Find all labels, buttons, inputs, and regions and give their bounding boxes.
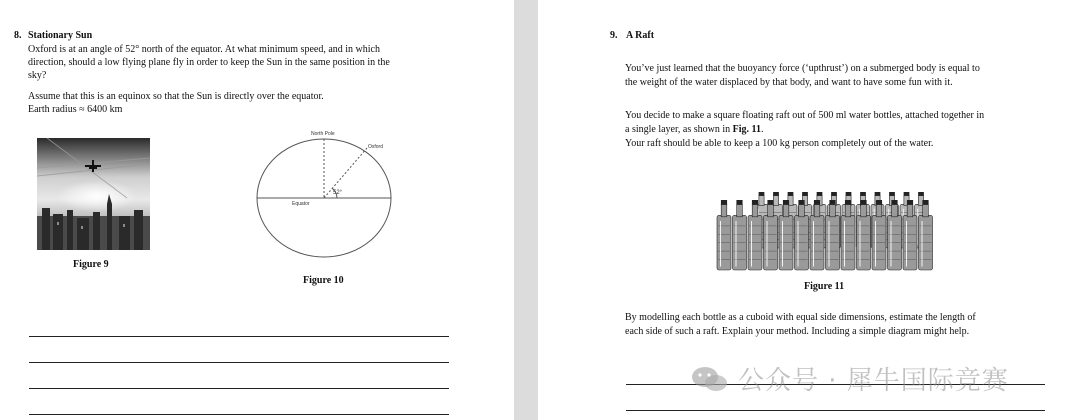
bottle bbox=[717, 200, 731, 270]
question-text-line: direction, should a low flying plane fly in order to keep the Sun in the same position in the bbox=[28, 57, 390, 68]
answer-line bbox=[29, 414, 449, 415]
answer-line bbox=[29, 336, 449, 337]
figure-10-caption: Figure 10 bbox=[303, 275, 344, 286]
radius-to-oxford bbox=[324, 148, 367, 198]
paragraph-line: You decide to make a square floating raft out of 500 ml water bottles, attached together in bbox=[625, 110, 985, 121]
assumption-text: Assume that this is an equinox so that the Sun is directly over the equator. bbox=[28, 91, 324, 102]
question-title: A Raft bbox=[626, 30, 655, 41]
paragraph-line: Your raft should be able to keep a 100 kg person completely out of the water. bbox=[625, 138, 934, 149]
question-text-line: sky? bbox=[28, 70, 47, 81]
wechat-icon bbox=[690, 364, 730, 394]
page-gutter bbox=[514, 0, 538, 420]
answer-line bbox=[29, 388, 449, 389]
earth-radius-text: Earth radius ≈ 6400 km bbox=[28, 104, 123, 115]
watermark-text: 公众号 · 犀牛国际竞赛 bbox=[738, 366, 1009, 396]
water-bottles-image bbox=[715, 182, 937, 275]
answer-line bbox=[626, 410, 1045, 411]
angle-label: 52° bbox=[333, 190, 343, 196]
question-number: 9. bbox=[610, 30, 618, 41]
plane-over-city-photo bbox=[37, 138, 150, 250]
paragraph-text: a single layer, as shown in bbox=[625, 124, 733, 135]
paragraph-line: the weight of the water displaced by that body, and want to have some fun with it. bbox=[625, 77, 953, 88]
north-pole-label: North Pole bbox=[311, 131, 335, 137]
figure-reference: Fig. 11 bbox=[732, 124, 761, 135]
oxford-label: Oxford bbox=[368, 144, 384, 150]
equator-label: Equator bbox=[292, 201, 310, 207]
paragraph-line: By modelling each bottle as a cuboid with equal side dimensions, estimate the length of bbox=[625, 312, 976, 323]
bottle bbox=[733, 200, 747, 270]
paragraph-line: each side of such a raft. Explain your method. Including a simple diagram might help. bbox=[625, 326, 970, 337]
paragraph-line: a single layer, as shown in Fig. 11. bbox=[625, 124, 764, 135]
right-page bbox=[538, 0, 1080, 420]
earth-latitude-diagram bbox=[254, 128, 396, 263]
question-number: 8. bbox=[14, 30, 22, 41]
question-text-line: Oxford is at an angle of 52° north of the equator. At what minimum speed, and in which bbox=[28, 44, 380, 55]
question-title: Stationary Sun bbox=[28, 30, 93, 41]
figure-9-caption: Figure 9 bbox=[73, 259, 109, 270]
answer-line bbox=[29, 362, 449, 363]
left-page bbox=[0, 0, 514, 420]
figure-11-caption: Figure 11 bbox=[804, 281, 845, 292]
paragraph-line: You’ve just learned that the buoyancy force (‘upthrust’) on a submerged body is equal to bbox=[625, 63, 980, 74]
